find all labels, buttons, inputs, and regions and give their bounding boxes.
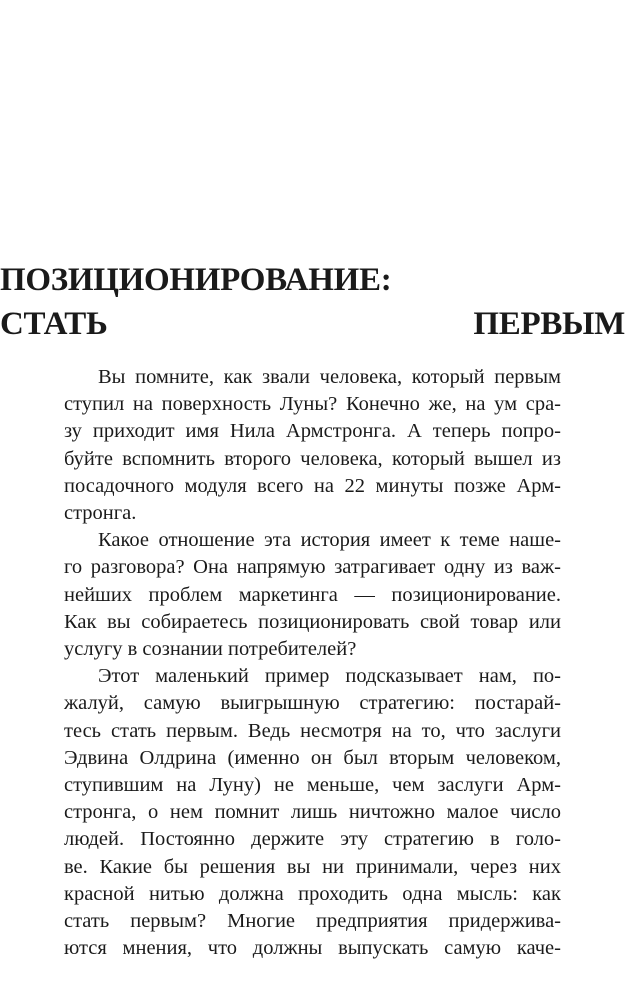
text-line: жалуй, самую выигрышную стратегию: постарай- [64, 692, 561, 715]
text-line: Какое отношение эта история имеет к теме наше- [98, 529, 561, 552]
text-line: зу приходит имя Нила Армстронга. А теперь попро- [64, 420, 561, 443]
title-line: СТАТЬ ПЕРВЫМ [0, 306, 625, 342]
text-line: ются мнения, что должны выпускать самую каче- [64, 937, 561, 960]
text-line: Эдвина Олдрина (именно он был вторым человеком, [64, 746, 561, 769]
text-line: го разговора? Она напрямую затрагивает одну из важ- [64, 556, 561, 579]
text-line: тесь стать первым. Ведь несмотря на то, что заслуги [64, 719, 561, 742]
text-line: стронга. [64, 502, 137, 525]
chapter-title [0, 258, 625, 346]
text-line: людей. Постоянно держите эту стратегию в голо- [64, 828, 561, 851]
text-line: буйте вспомнить второго человека, который вышел из [64, 447, 561, 470]
title-line: ПОЗИЦИОНИРОВАНИЕ: [0, 262, 392, 298]
text-line: ступившим на Луну) не меньше, чем заслуги Арм- [64, 774, 561, 797]
paragraph [64, 527, 561, 663]
text-line: стронга, о нем помнит лишь ничтожно малое число [64, 801, 561, 824]
text-line: ве. Какие бы решения вы ни принимали, через них [64, 855, 561, 878]
paragraph [64, 364, 561, 527]
text-line: Вы помните, как звали человека, который первым [98, 366, 561, 388]
text-line: Этот маленький пример подсказывает нам, по- [98, 665, 561, 688]
text-line: ступил на поверхность Луны? Конечно же, на ум сра- [64, 393, 561, 416]
paragraph [64, 663, 561, 962]
text-line: Как вы собираетесь позиционировать свой товар или [64, 610, 561, 633]
text-line: нейших проблем маркетинга — позиционирование. [64, 583, 561, 606]
text-line: стать первым? Многие предприятия придержива- [64, 910, 561, 933]
text-line: услугу в сознании потребителей? [64, 638, 357, 661]
body-text [64, 364, 561, 962]
text-line: посадочного модуля всего на 22 минуты позже Арм- [64, 474, 561, 497]
text-line: красной нитью должна проходить одна мысль: как [64, 882, 561, 905]
